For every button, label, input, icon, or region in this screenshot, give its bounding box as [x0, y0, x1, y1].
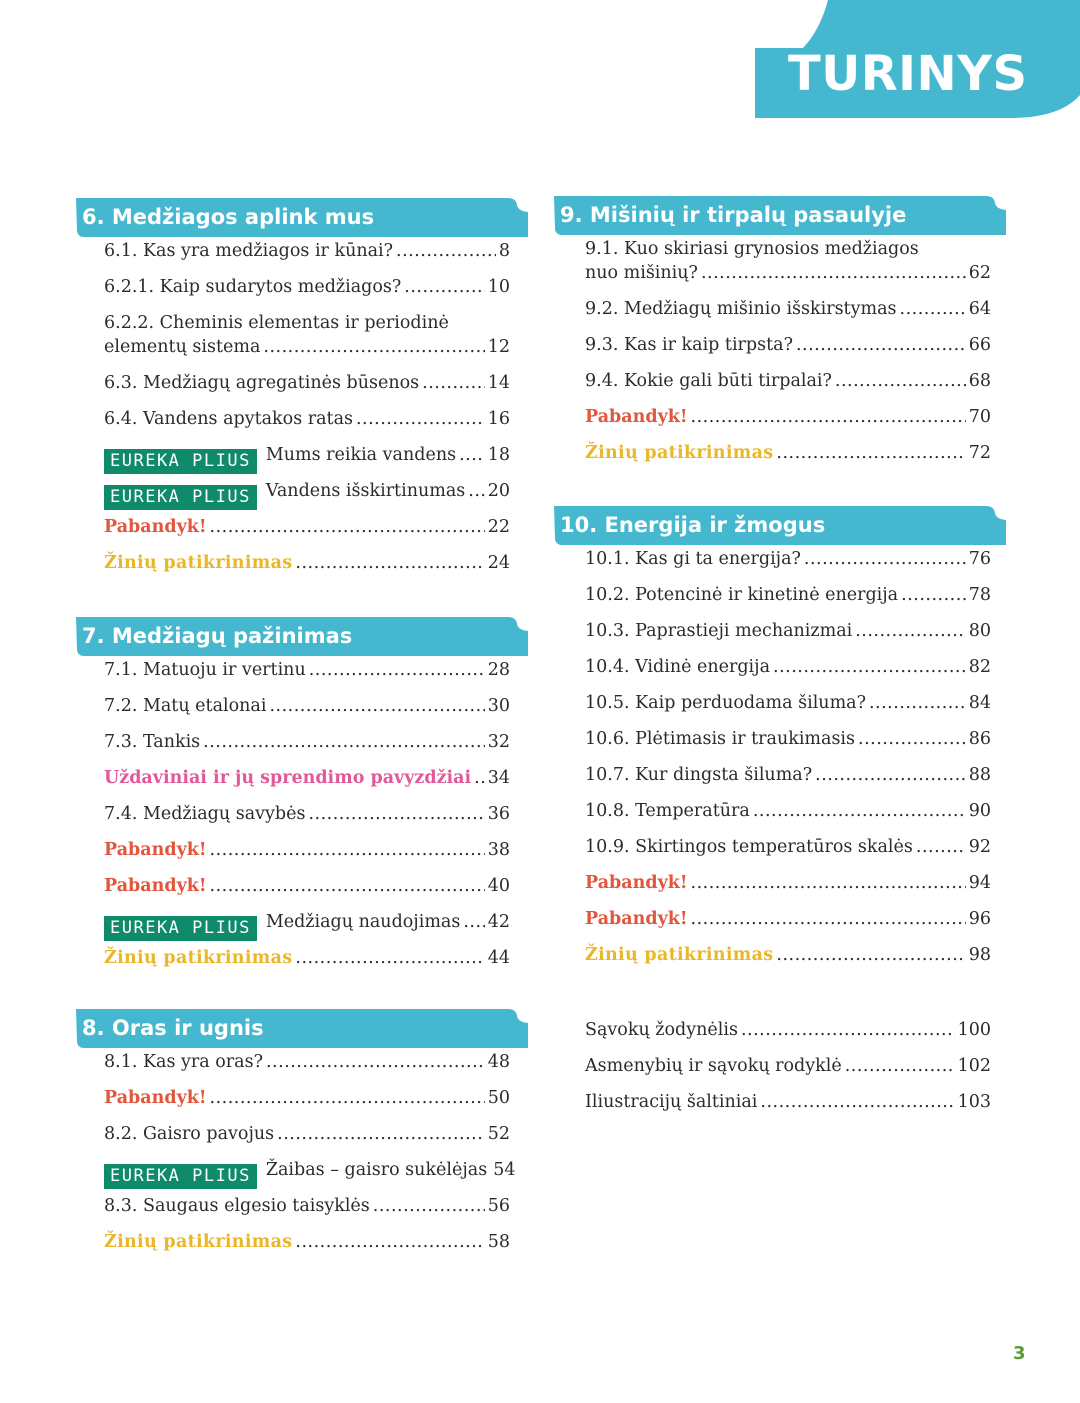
toc-page-number: 66: [968, 335, 991, 355]
toc-page-number: 80: [968, 621, 991, 641]
toc-page-number: 52: [487, 1124, 510, 1144]
toc-entry-title: Vandens išskirtinumas: [265, 481, 466, 501]
toc-entry-title: Pabandyk!: [104, 517, 207, 537]
toc-page-number: 70: [968, 407, 991, 427]
toc-entry-title: 8.3. Saugaus elgesio taisyklės: [104, 1196, 370, 1216]
toc-page-number: 48: [487, 1052, 510, 1072]
appendix-list: [554, 1018, 991, 1126]
toc-entry[interactable]: [585, 763, 991, 799]
toc-page-number: 20: [487, 481, 510, 501]
toc-entry-title: 6.1. Kas yra medžiagos ir kūnai?: [104, 241, 394, 261]
toc-entry-title: 10.2. Potencinė ir kinetinė energija: [585, 585, 899, 605]
leader-dots: [855, 619, 965, 643]
toc-entry[interactable]: [585, 871, 991, 907]
toc-page-number: 14: [487, 373, 510, 393]
toc-entry-title: Žinių patikrinimas: [104, 553, 293, 573]
toc-entry[interactable]: [104, 1230, 510, 1266]
toc-entry-title: 10.8. Temperatūra: [585, 801, 750, 821]
toc-entry-title: Pabandyk!: [585, 873, 688, 893]
leader-dots: [691, 907, 966, 931]
toc-entry-title: 10.9. Skirtingos temperatūros skalės: [585, 837, 913, 857]
section-6: [76, 197, 528, 587]
toc-right-column: [554, 195, 1006, 1275]
toc-entry[interactable]: [104, 1086, 510, 1122]
leader-dots: [277, 1122, 485, 1146]
toc-page-number: 76: [968, 549, 991, 569]
section-header: [76, 1008, 528, 1048]
toc-page-number: 68: [968, 371, 991, 391]
leader-dots: [773, 655, 966, 679]
toc-entry-line: [104, 335, 510, 359]
toc-entry[interactable]: [585, 727, 991, 763]
toc-entry[interactable]: [104, 479, 510, 515]
toc-entry[interactable]: [104, 239, 510, 275]
toc-page-number: 32: [487, 732, 510, 752]
leader-dots: [308, 802, 484, 826]
toc-entry[interactable]: [104, 802, 510, 838]
toc-page-number: 30: [487, 696, 510, 716]
toc-page-number: 94: [968, 873, 991, 893]
leader-dots: [422, 371, 485, 395]
eureka-plius-badge: EUREKA PLIUS: [104, 916, 257, 941]
toc-entry[interactable]: [104, 515, 510, 551]
toc-page-number: 102: [957, 1056, 991, 1076]
toc-entry[interactable]: [585, 237, 991, 297]
toc-entry-title: 6.4. Vandens apytakos ratas: [104, 409, 353, 429]
leader-dots: [796, 333, 966, 357]
toc-entry[interactable]: [585, 297, 991, 333]
leader-dots: [916, 835, 966, 859]
toc-entry[interactable]: [104, 1050, 510, 1086]
toc-entry-title: 6.3. Medžiagų agregatinės būsenos: [104, 373, 420, 393]
toc-page-number: 50: [487, 1088, 510, 1108]
toc-entry[interactable]: [104, 694, 510, 730]
toc-entry-title: 7.3. Tankis: [104, 732, 201, 752]
leader-dots: [404, 275, 484, 299]
toc-entry[interactable]: [585, 799, 991, 835]
leader-dots: [210, 874, 485, 898]
toc-entry-title: Sąvokų žodynėlis: [585, 1020, 738, 1040]
toc-entry-title: 9.4. Kokie gali būti tirpalai?: [585, 371, 832, 391]
leader-dots: [295, 1230, 484, 1254]
section-title: 9. Mišinių ir tirpalų pasaulyje: [560, 203, 907, 227]
toc-entry[interactable]: [104, 838, 510, 874]
toc-entry-list: [76, 1048, 516, 1266]
toc-page-number: 28: [487, 660, 510, 680]
section-title: 10. Energija ir žmogus: [560, 513, 826, 537]
leader-dots: [858, 727, 966, 751]
toc-page-number: 56: [487, 1196, 510, 1216]
toc-entry[interactable]: [104, 311, 510, 371]
toc-page-number: 92: [968, 837, 991, 857]
toc-page-number: 58: [487, 1232, 510, 1252]
leader-dots: [691, 871, 966, 895]
section-title: 8. Oras ir ugnis: [82, 1016, 264, 1040]
leader-dots: [463, 910, 484, 934]
leader-dots: [356, 407, 485, 431]
toc-entry[interactable]: [585, 369, 991, 405]
toc-entry-title: 6.2.2. Cheminis elementas ir periodinė: [104, 313, 449, 333]
toc-page-number: 10: [487, 277, 510, 297]
toc-entry-title: Iliustracijų šaltiniai: [585, 1092, 758, 1112]
toc-entry[interactable]: [104, 730, 510, 766]
toc-page-number: 54: [493, 1160, 516, 1180]
toc-page-number: 24: [487, 553, 510, 573]
eureka-plius-badge: EUREKA PLIUS: [104, 449, 257, 474]
toc-entry[interactable]: [104, 946, 510, 982]
toc-entry-title: 9.1. Kuo skiriasi grynosios medžiagos: [585, 239, 919, 259]
toc-entry-title: 10.6. Plėtimasis ir traukimasis: [585, 729, 856, 749]
toc-entry[interactable]: [104, 874, 510, 910]
appendix: [554, 1018, 1006, 1126]
toc-page-number: 62: [968, 263, 991, 283]
leader-dots: [776, 441, 965, 465]
toc-entry-title: 7.4. Medžiagų savybės: [104, 804, 306, 824]
toc-page-number: 8: [498, 241, 510, 261]
toc-page-number: 64: [968, 299, 991, 319]
section-header: [554, 195, 1006, 235]
toc-entry-title: 10.1. Kas gi ta energija?: [585, 549, 801, 569]
toc-entry-title: Medžiagų naudojimas: [265, 912, 461, 932]
toc-page-number: 18: [487, 445, 510, 465]
toc-entry-title: 8.1. Kas yra oras?: [104, 1052, 263, 1072]
toc-entry-title: 9.3. Kas ir kaip tirpsta?: [585, 335, 793, 355]
toc-entry[interactable]: [585, 619, 991, 655]
toc-entry-title: Asmenybių ir sąvokų rodyklė: [585, 1056, 842, 1076]
toc-entry-title: Pabandyk!: [585, 407, 688, 427]
leader-dots: [309, 658, 485, 682]
toc-entry-title: Žinių patikrinimas: [104, 948, 293, 968]
toc-entry-title: 6.2.1. Kaip sudarytos medžiagos?: [104, 277, 402, 297]
leader-dots: [776, 943, 965, 967]
leader-dots: [691, 405, 966, 429]
toc-page-number: 36: [487, 804, 510, 824]
section-title: 7. Medžiagų pažinimas: [82, 624, 353, 648]
section-9: [554, 195, 1006, 477]
toc-page-number: 22: [487, 517, 510, 537]
leader-dots: [901, 583, 966, 607]
toc-entry-title: Žinių patikrinimas: [585, 945, 774, 965]
toc-entry[interactable]: [585, 1018, 991, 1054]
toc-entry-title: Žinių patikrinimas: [104, 1232, 293, 1252]
leader-dots: [701, 261, 966, 285]
leader-dots: [396, 239, 496, 263]
toc-entry-title: 10.7. Kur dingsta šiluma?: [585, 765, 813, 785]
toc-page-number: 38: [487, 840, 510, 860]
toc-entry-title: Pabandyk!: [104, 1088, 207, 1108]
toc-page-number: 86: [968, 729, 991, 749]
toc-entry-list: [554, 545, 991, 979]
header-banner: [0, 0, 1080, 140]
leader-dots: [760, 1090, 954, 1114]
leader-dots: [295, 946, 484, 970]
toc-page-number: 40: [487, 876, 510, 896]
toc-entry-list: [554, 235, 991, 477]
toc-entry-title-cont: nuo mišinių?: [585, 263, 698, 283]
toc-entry[interactable]: [585, 1090, 991, 1126]
section-header: [76, 197, 528, 237]
leader-dots: [474, 766, 485, 790]
toc-entry-title: Pabandyk!: [104, 876, 207, 896]
toc-entry[interactable]: [104, 275, 510, 311]
toc-entry[interactable]: [104, 658, 510, 694]
leader-dots: [210, 515, 485, 539]
section-title: 6. Medžiagos aplink mus: [82, 205, 375, 229]
toc-entry[interactable]: [585, 655, 991, 691]
toc-entry[interactable]: [585, 1054, 991, 1090]
section-header: [554, 505, 1006, 545]
toc-page-number: 16: [487, 409, 510, 429]
toc-page-number: 100: [957, 1020, 991, 1040]
toc-page-number: 84: [968, 693, 991, 713]
leader-dots: [269, 694, 484, 718]
toc-entry[interactable]: [104, 1194, 510, 1230]
toc-left-column: [76, 197, 528, 1277]
toc-entry-list: [76, 237, 510, 587]
toc-entry[interactable]: [585, 907, 991, 943]
leader-dots: [900, 297, 966, 321]
leader-dots: [203, 730, 485, 754]
toc-page-number: 72: [968, 443, 991, 463]
toc-entry[interactable]: [585, 691, 991, 727]
toc-page-number: 98: [968, 945, 991, 965]
section-10: [554, 505, 1006, 979]
leader-dots: [373, 1194, 485, 1218]
toc-page-number: 34: [487, 768, 510, 788]
toc-page-number: 44: [487, 948, 510, 968]
toc-entry-title: 8.2. Gaisro pavojus: [104, 1124, 275, 1144]
toc-entry-title: 7.1. Matuoju ir vertinu: [104, 660, 306, 680]
leader-dots: [804, 547, 966, 571]
toc-entry[interactable]: [104, 910, 510, 946]
leader-dots: [295, 551, 484, 575]
toc-entry-title-cont: elementų sistema: [104, 337, 261, 357]
toc-entry[interactable]: [585, 943, 991, 979]
toc-entry[interactable]: [585, 441, 991, 477]
toc-entry[interactable]: [104, 407, 510, 443]
toc-entry-title: 7.2. Matų etalonai: [104, 696, 267, 716]
toc-entry-title: Žaibas – gaisro sukėlėjas: [265, 1160, 488, 1180]
leader-dots: [459, 443, 485, 467]
eureka-plius-badge: EUREKA PLIUS: [104, 485, 257, 510]
toc-entry-list: [76, 656, 510, 982]
leader-dots: [869, 691, 966, 715]
leader-dots: [266, 1050, 485, 1074]
toc-entry[interactable]: [104, 551, 510, 587]
leader-dots: [263, 335, 484, 359]
page-number: 3: [1013, 1343, 1026, 1364]
toc-entry-title: Mums reikia vandens: [265, 445, 457, 465]
section-7: [76, 616, 528, 982]
toc-entry[interactable]: [104, 371, 510, 407]
leader-dots: [835, 369, 966, 393]
toc-entry-title: Žinių patikrinimas: [585, 443, 774, 463]
leader-dots: [753, 799, 966, 823]
toc-page-number: 82: [968, 657, 991, 677]
toc-page-number: 96: [968, 909, 991, 929]
toc-entry[interactable]: [585, 583, 991, 619]
toc-entry[interactable]: [104, 1158, 516, 1194]
toc-entry-title: Pabandyk!: [585, 909, 688, 929]
leader-dots: [741, 1018, 955, 1042]
toc-entry[interactable]: [585, 333, 991, 369]
toc-entry[interactable]: [585, 547, 991, 583]
toc-entry-title: 10.5. Kaip perduodama šiluma?: [585, 693, 866, 713]
toc-page-number: 42: [487, 912, 510, 932]
toc-entry[interactable]: [104, 443, 510, 479]
toc-entry-title: 9.2. Medžiagų mišinio išskirstymas: [585, 299, 897, 319]
leader-dots: [210, 838, 485, 862]
section-header: [76, 616, 528, 656]
toc-entry-title: 10.3. Paprastieji mechanizmai: [585, 621, 853, 641]
toc-entry[interactable]: [585, 405, 991, 441]
leader-dots: [845, 1054, 955, 1078]
leader-dots: [815, 763, 966, 787]
toc-page-number: 103: [957, 1092, 991, 1112]
toc-entry-title: 10.4. Vidinė energija: [585, 657, 771, 677]
toc-entry[interactable]: [104, 1122, 510, 1158]
leader-dots: [210, 1086, 485, 1110]
toc-entry-title: Uždaviniai ir jų sprendimo pavyzdžiai: [104, 768, 472, 788]
toc-page-number: 88: [968, 765, 991, 785]
toc-entry[interactable]: [104, 766, 510, 802]
toc-entry-line: [585, 261, 991, 285]
toc-page-number: 90: [968, 801, 991, 821]
page-title: TURINYS: [788, 46, 1028, 102]
leader-dots: [468, 479, 484, 503]
toc-page-number: 12: [487, 337, 510, 357]
toc-page-number: 78: [968, 585, 991, 605]
eureka-plius-badge: EUREKA PLIUS: [104, 1164, 257, 1189]
section-8: [76, 1008, 528, 1266]
toc-entry-title: Pabandyk!: [104, 840, 207, 860]
toc-entry[interactable]: [585, 835, 991, 871]
